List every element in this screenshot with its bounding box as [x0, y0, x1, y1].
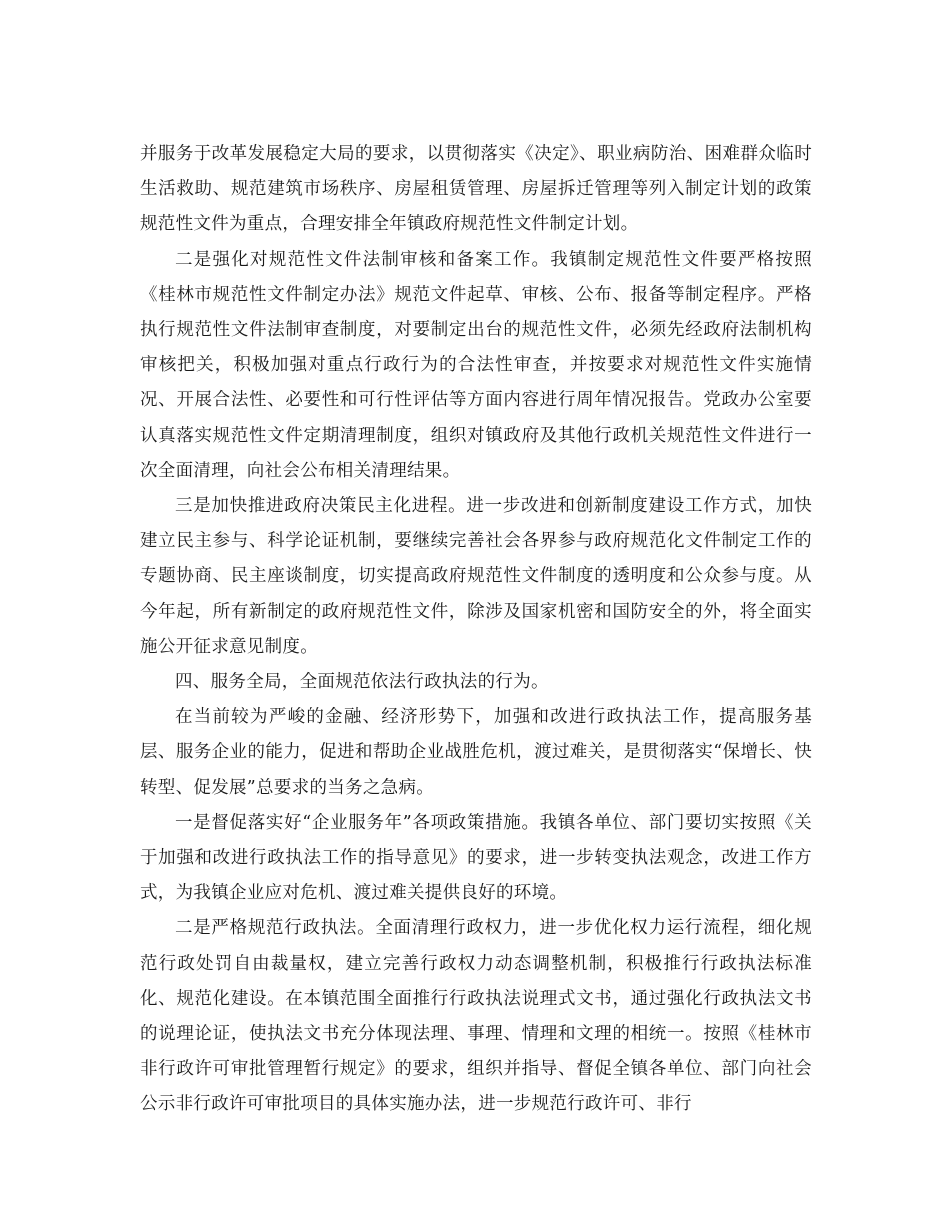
document-body	[140, 137, 812, 1123]
paragraph-enterprise-service-year: 一是督促落实好“企业服务年”各项政策措施。我镇各单位、部门要切实按照《关于加强和改进行政执法工作的指导意见》的要求，进一步转变执法观念，改进工作方式，为我镇企业应对危机、渡过难关提供良好的环境。	[140, 812, 812, 904]
paragraph-democratic-decision: 三是加快推进政府决策民主化进程。进一步改进和创新制度建设工作方式，加快建立民主参与、科学论证机制，要继续完善社会各界参与政府规范化文件制定工作的专题协商、民主座谈制度，切实提高政府规范性文件制度的透明度和公众参与度。从今年起，所有新制定的政府规范性文件，除涉及国家机密和国防安全的外，将全面实施公开征求意见制度。	[140, 496, 812, 657]
paragraph-review-filing: 二是强化对规范性文件法制审核和备案工作。我镇制定规范性文件要严格按照《桂林市规范性文件制定办法》规范文件起草、审核、公布、报备等制定程序。严格执行规范性文件法制审查制度，对要制定出台的规范性文件，必须先经政府法制机构审核把关，积极加强对重点行政行为的合法性审查，并按要求对规范性文件实施情况、开展合法性、必要性和可行性评估等方面内容进行周年情况报告。党政办公室要认真落实规范性文件定期清理制度，组织对镇政府及其他行政机关规范性文件进行一次全面清理，向社会公布相关清理结果。	[140, 249, 812, 481]
paragraph-economic-situation: 在当前较为严峻的金融、经济形势下，加强和改进行政执法工作，提高服务基层、服务企业的能力，促进和帮助企业战胜危机，渡过难关，是贯彻落实“保增长、快转型、促发展”总要求的当务之急病。	[140, 707, 812, 798]
section-heading-law-enforcement: 四、服务全局，全面规范依法行政执法的行为。	[175, 672, 549, 693]
paragraph-continuation: 并服务于改革发展稳定大局的要求，以贯彻落实《决定》、职业病防治、困难群众临时生活救助、规范建筑市场秩序、房屋租赁管理、房屋拆迁管理等列入制定计划的政策规范性文件为重点，合理安排全年镇政府规范性文件制定计划。	[140, 144, 812, 235]
paragraph-regulate-enforcement: 二是严格规范行政执法。全面清理行政权力，进一步优化权力运行流程，细化规范行政处罚自由裁量权，建立完善行政权力动态调整机制，积极推行行政执法标准化、规范化建设。在本镇范围全面推行行政执法说理式文书，通过强化行政执法文书的说理论证，使执法文书充分体现法理、事理、情理和文理的相统一。按照《桂林市非行政许可审批管理暂行规定》的要求，组织并指导、督促全镇各单位、部门向社会公示非行政许可审批项目的具体实施办法，进一步规范行政许可、非行	[140, 918, 812, 1115]
